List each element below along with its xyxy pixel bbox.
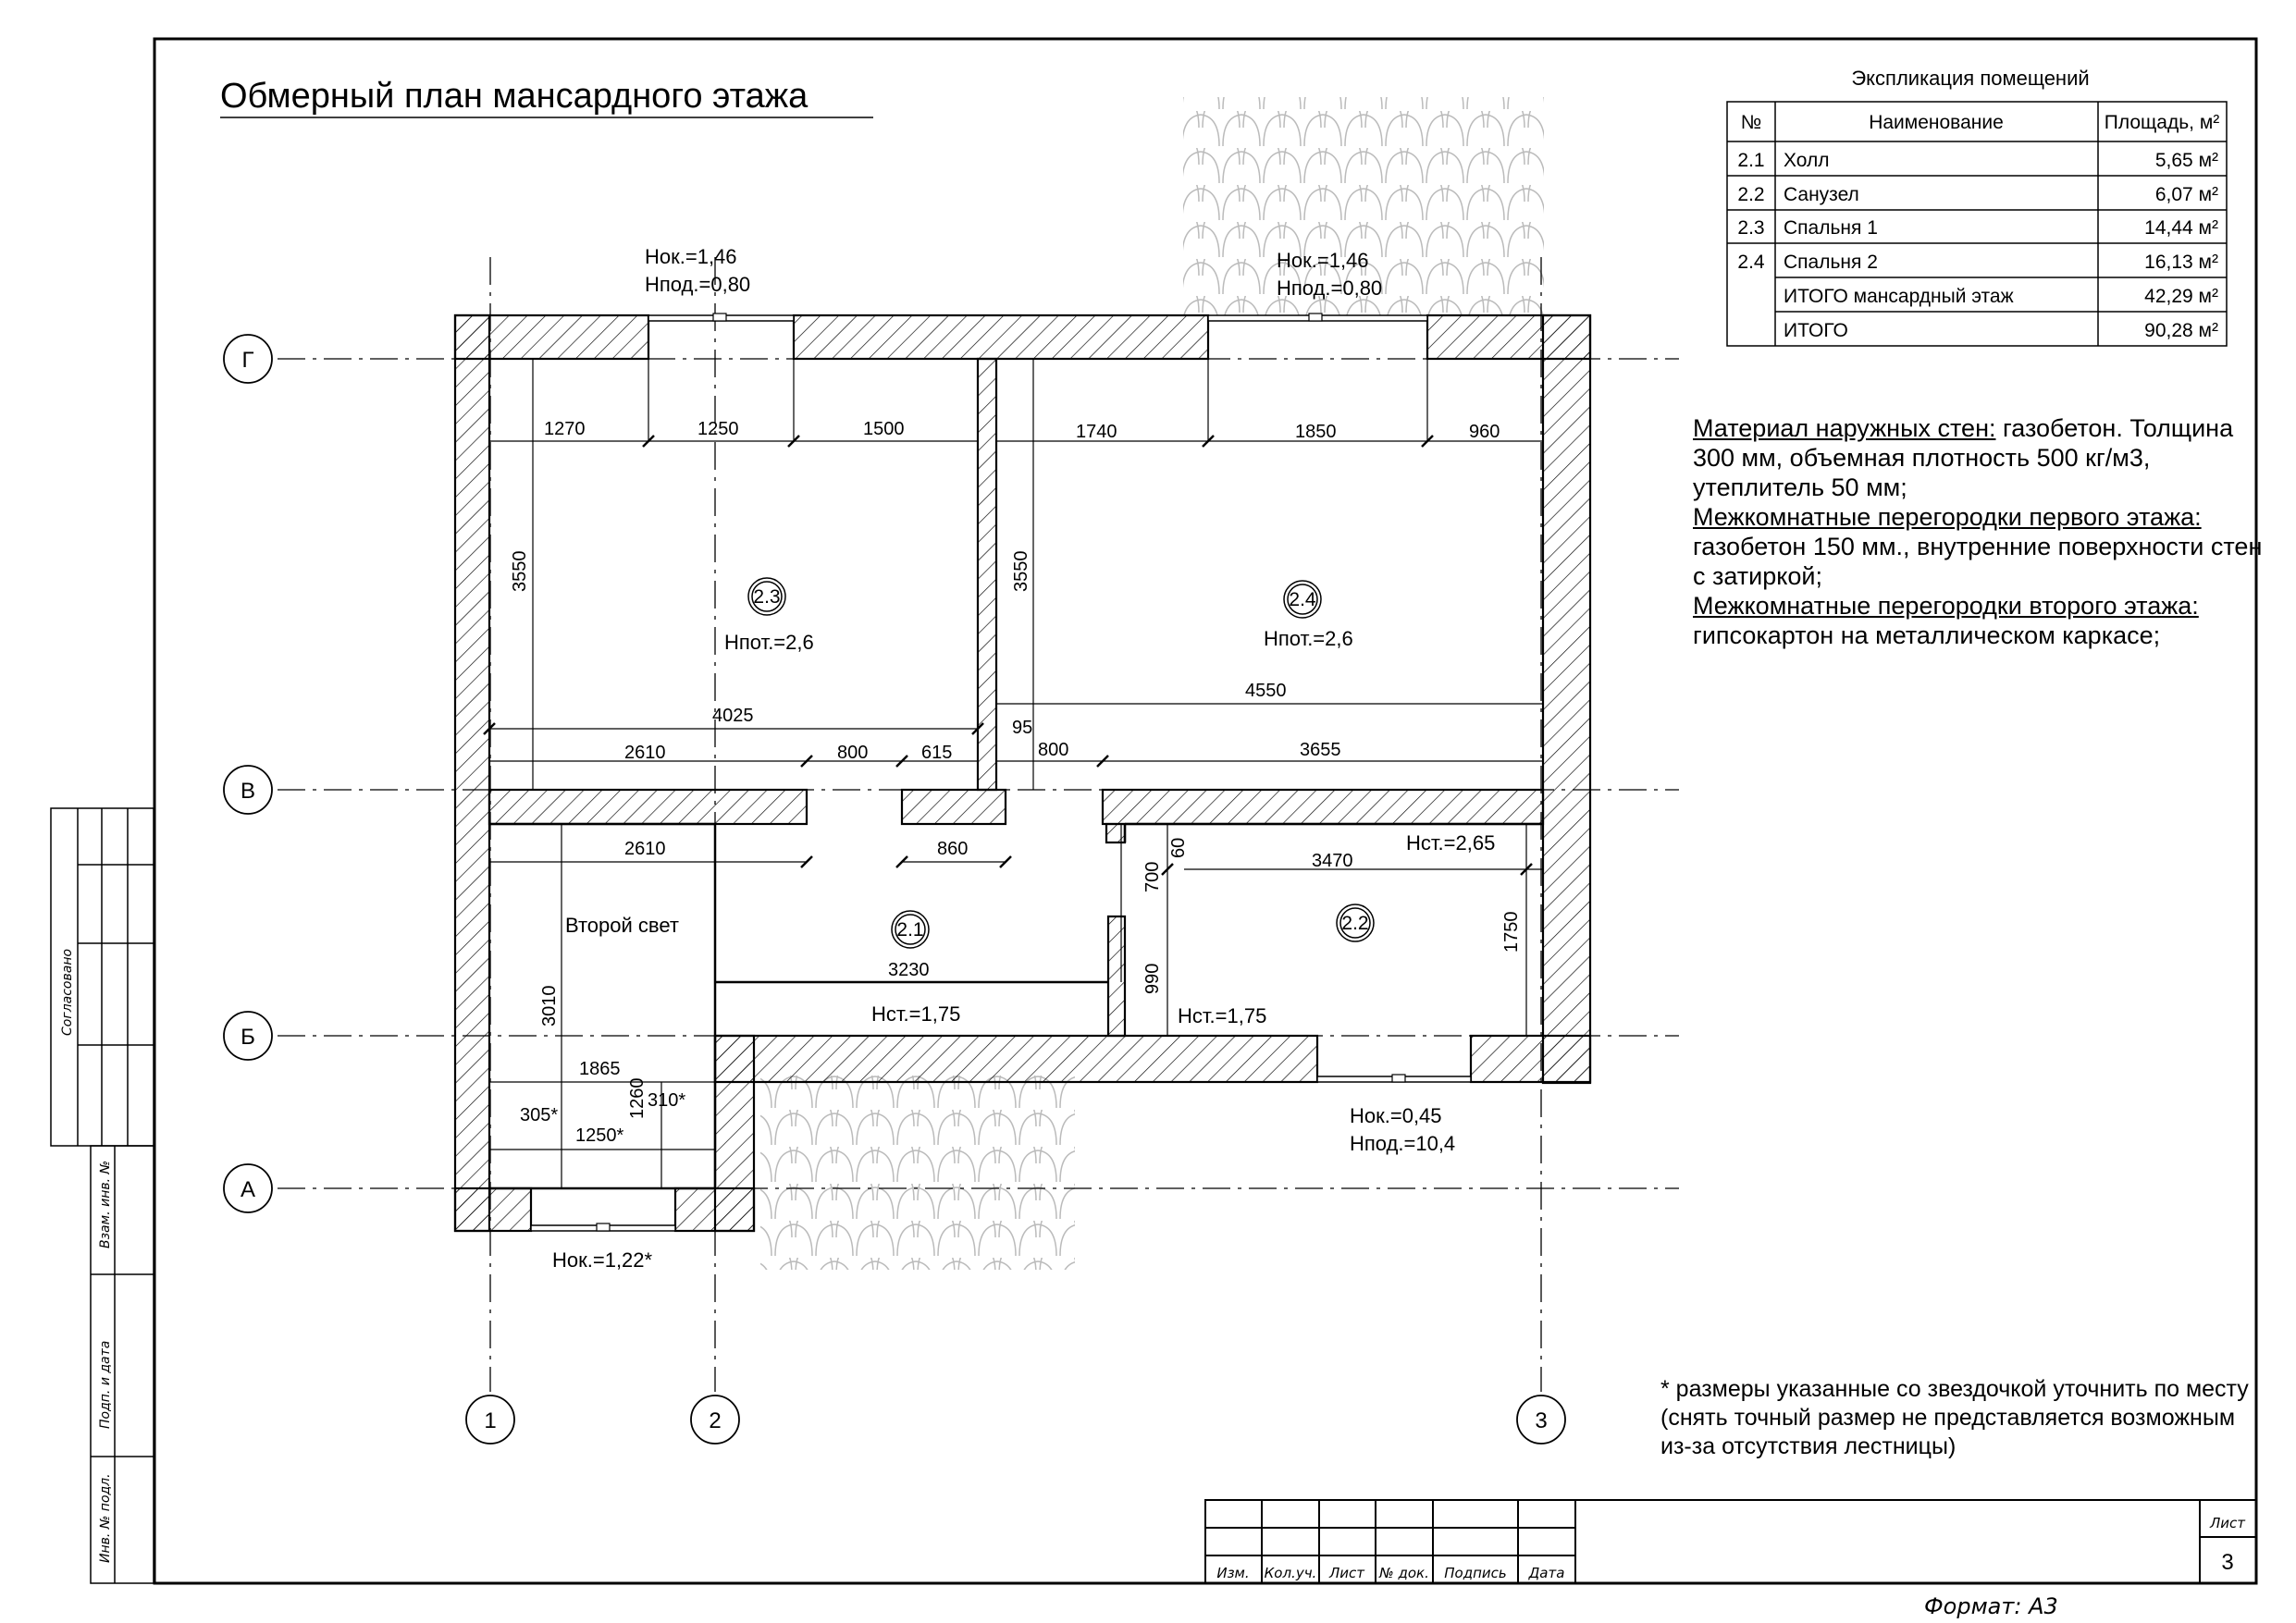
dim: 3010 <box>539 985 560 1027</box>
axis-label-v: В <box>240 779 256 804</box>
td: Санузел <box>1784 184 1859 205</box>
note3-heading: Межкомнатные перегородки второго этажа: <box>1693 592 2199 620</box>
room-id-2-1: 2.1 <box>896 919 924 941</box>
hst2-label: Нст.=1,75 <box>871 1002 961 1026</box>
room-2-4-height: Нпот.=2,6 <box>1264 627 1353 650</box>
td: ИТОГО <box>1784 320 1848 341</box>
win2-bot: Нпод.=0,80 <box>1277 277 1383 300</box>
td: ИТОГО мансардный этаж <box>1784 286 2014 307</box>
td: 14,44 м² <box>2144 217 2218 239</box>
win1-bot: Нпод.=0,80 <box>645 273 751 296</box>
tb-sheet-label: Лист <box>2209 1515 2246 1531</box>
th-no: № <box>1740 112 1762 133</box>
dim: 3550 <box>510 550 530 592</box>
td: Спальня 2 <box>1784 252 1878 273</box>
hst3-label: Нст.=1,75 <box>1178 1004 1267 1027</box>
dim: 700 <box>1142 861 1163 892</box>
dim: 2610 <box>624 839 666 859</box>
dim: 1250 <box>697 419 739 439</box>
dim: 1260 <box>627 1077 648 1119</box>
axis-label-a: А <box>240 1177 256 1202</box>
dim: 2610 <box>624 743 666 763</box>
th-name: Наименование <box>1869 112 2004 133</box>
note2-text: газобетон 150 мм., внутренние поверхности стен с затиркой; <box>1693 533 2263 590</box>
dim: 4025 <box>712 706 754 726</box>
td: 2.2 <box>1737 184 1765 205</box>
th-area: Площадь, м² <box>2104 112 2220 133</box>
note1-text: газобетон. Толщина 300 мм, объемная плотность 500 кг/м3, утеплитель 50 мм; <box>1693 414 2234 501</box>
axis-label-2: 2 <box>709 1408 722 1433</box>
td: Холл <box>1784 150 1830 171</box>
roof-tiles-bottom <box>760 1076 1075 1270</box>
win1-top: Нок.=1,46 <box>645 245 737 268</box>
room-id-2-4: 2.4 <box>1289 589 1316 610</box>
td: 42,29 м² <box>2144 286 2218 307</box>
td: 16,13 м² <box>2144 252 2218 273</box>
win4-label: Нок.=1,22* <box>552 1248 653 1272</box>
dim: 4550 <box>1245 681 1287 701</box>
tb-col: Дата <box>1528 1565 1565 1581</box>
page-title: Обмерный план мансардного этажа <box>220 77 809 116</box>
stamp-agreed: Согласовано <box>60 948 75 1036</box>
axis-label-1: 1 <box>484 1408 497 1433</box>
axis-label-3: 3 <box>1535 1408 1548 1433</box>
hst1-label: Нст.=2,65 <box>1406 831 1496 855</box>
dim: 990 <box>1142 963 1163 994</box>
dim: 960 <box>1469 422 1500 442</box>
dim: 1500 <box>863 419 905 439</box>
dim: 800 <box>837 743 869 763</box>
room-2-3-height: Нпот.=2,6 <box>724 631 814 654</box>
dim: 95 <box>1012 718 1033 738</box>
td: 90,28 м² <box>2144 320 2218 341</box>
dim: 1750 <box>1501 911 1522 953</box>
dim: 1865 <box>579 1059 621 1079</box>
win3-bot: Нпод.=10,4 <box>1350 1132 1456 1155</box>
dim: 1740 <box>1076 422 1117 442</box>
format-label: Формат: А3 <box>1924 1593 2058 1619</box>
dim: 860 <box>937 839 969 859</box>
dim: 3550 <box>1011 550 1031 592</box>
room-id-2-2: 2.2 <box>1341 913 1369 934</box>
td: 6,07 м² <box>2154 184 2218 205</box>
tb-sheet-number: 3 <box>2221 1550 2234 1575</box>
stamp-sign-date: Подп. и дата <box>98 1340 113 1429</box>
dim: 1270 <box>544 419 586 439</box>
note2-heading: Межкомнатные перегородки первого этажа: <box>1693 503 2202 531</box>
dim: 3470 <box>1312 851 1353 871</box>
footnote: * размеры указанные со звездочкой уточнить по месту (снять точный размер не представляется возможным из-за отсутствия лестницы) <box>1660 1376 2249 1459</box>
tb-col: Подпись <box>1444 1565 1507 1581</box>
td: 2.4 <box>1737 252 1765 273</box>
dim: 60 <box>1168 837 1189 858</box>
dim: 3230 <box>888 960 930 980</box>
dim: 1250* <box>575 1125 624 1146</box>
dim: 1850 <box>1295 422 1337 442</box>
note1-heading: Материал наружных стен: <box>1693 414 1996 442</box>
tb-col: Кол.уч. <box>1264 1565 1317 1581</box>
explication-caption: Экспликация помещений <box>1851 67 2090 90</box>
axis-label-b: Б <box>241 1025 255 1050</box>
stamp-inv-orig: Инв. № подл. <box>98 1473 113 1563</box>
tb-col: Изм. <box>1216 1565 1250 1581</box>
dim: 3655 <box>1300 740 1341 760</box>
win3-top: Нок.=0,45 <box>1350 1104 1442 1127</box>
td: 5,65 м² <box>2154 150 2218 171</box>
dim: 310* <box>648 1090 686 1111</box>
tb-col: Лист <box>1328 1565 1365 1581</box>
note3-text: гипсокартон на металлическом каркасе; <box>1693 621 2161 649</box>
second-light-label: Второй свет <box>565 914 679 937</box>
axis-label-g: Г <box>241 348 254 373</box>
stamp-replace-inv: Взам. инв. № <box>98 1160 113 1248</box>
td: 2.3 <box>1737 217 1765 239</box>
td: 2.1 <box>1737 150 1765 171</box>
tb-col: № док. <box>1379 1565 1429 1581</box>
room-id-2-3: 2.3 <box>753 586 781 608</box>
win2-top: Нок.=1,46 <box>1277 249 1369 272</box>
dim: 615 <box>921 743 953 763</box>
dim: 305* <box>520 1105 559 1125</box>
material-notes <box>1693 413 2266 650</box>
td: Спальня 1 <box>1784 217 1878 239</box>
dim: 800 <box>1038 740 1069 760</box>
